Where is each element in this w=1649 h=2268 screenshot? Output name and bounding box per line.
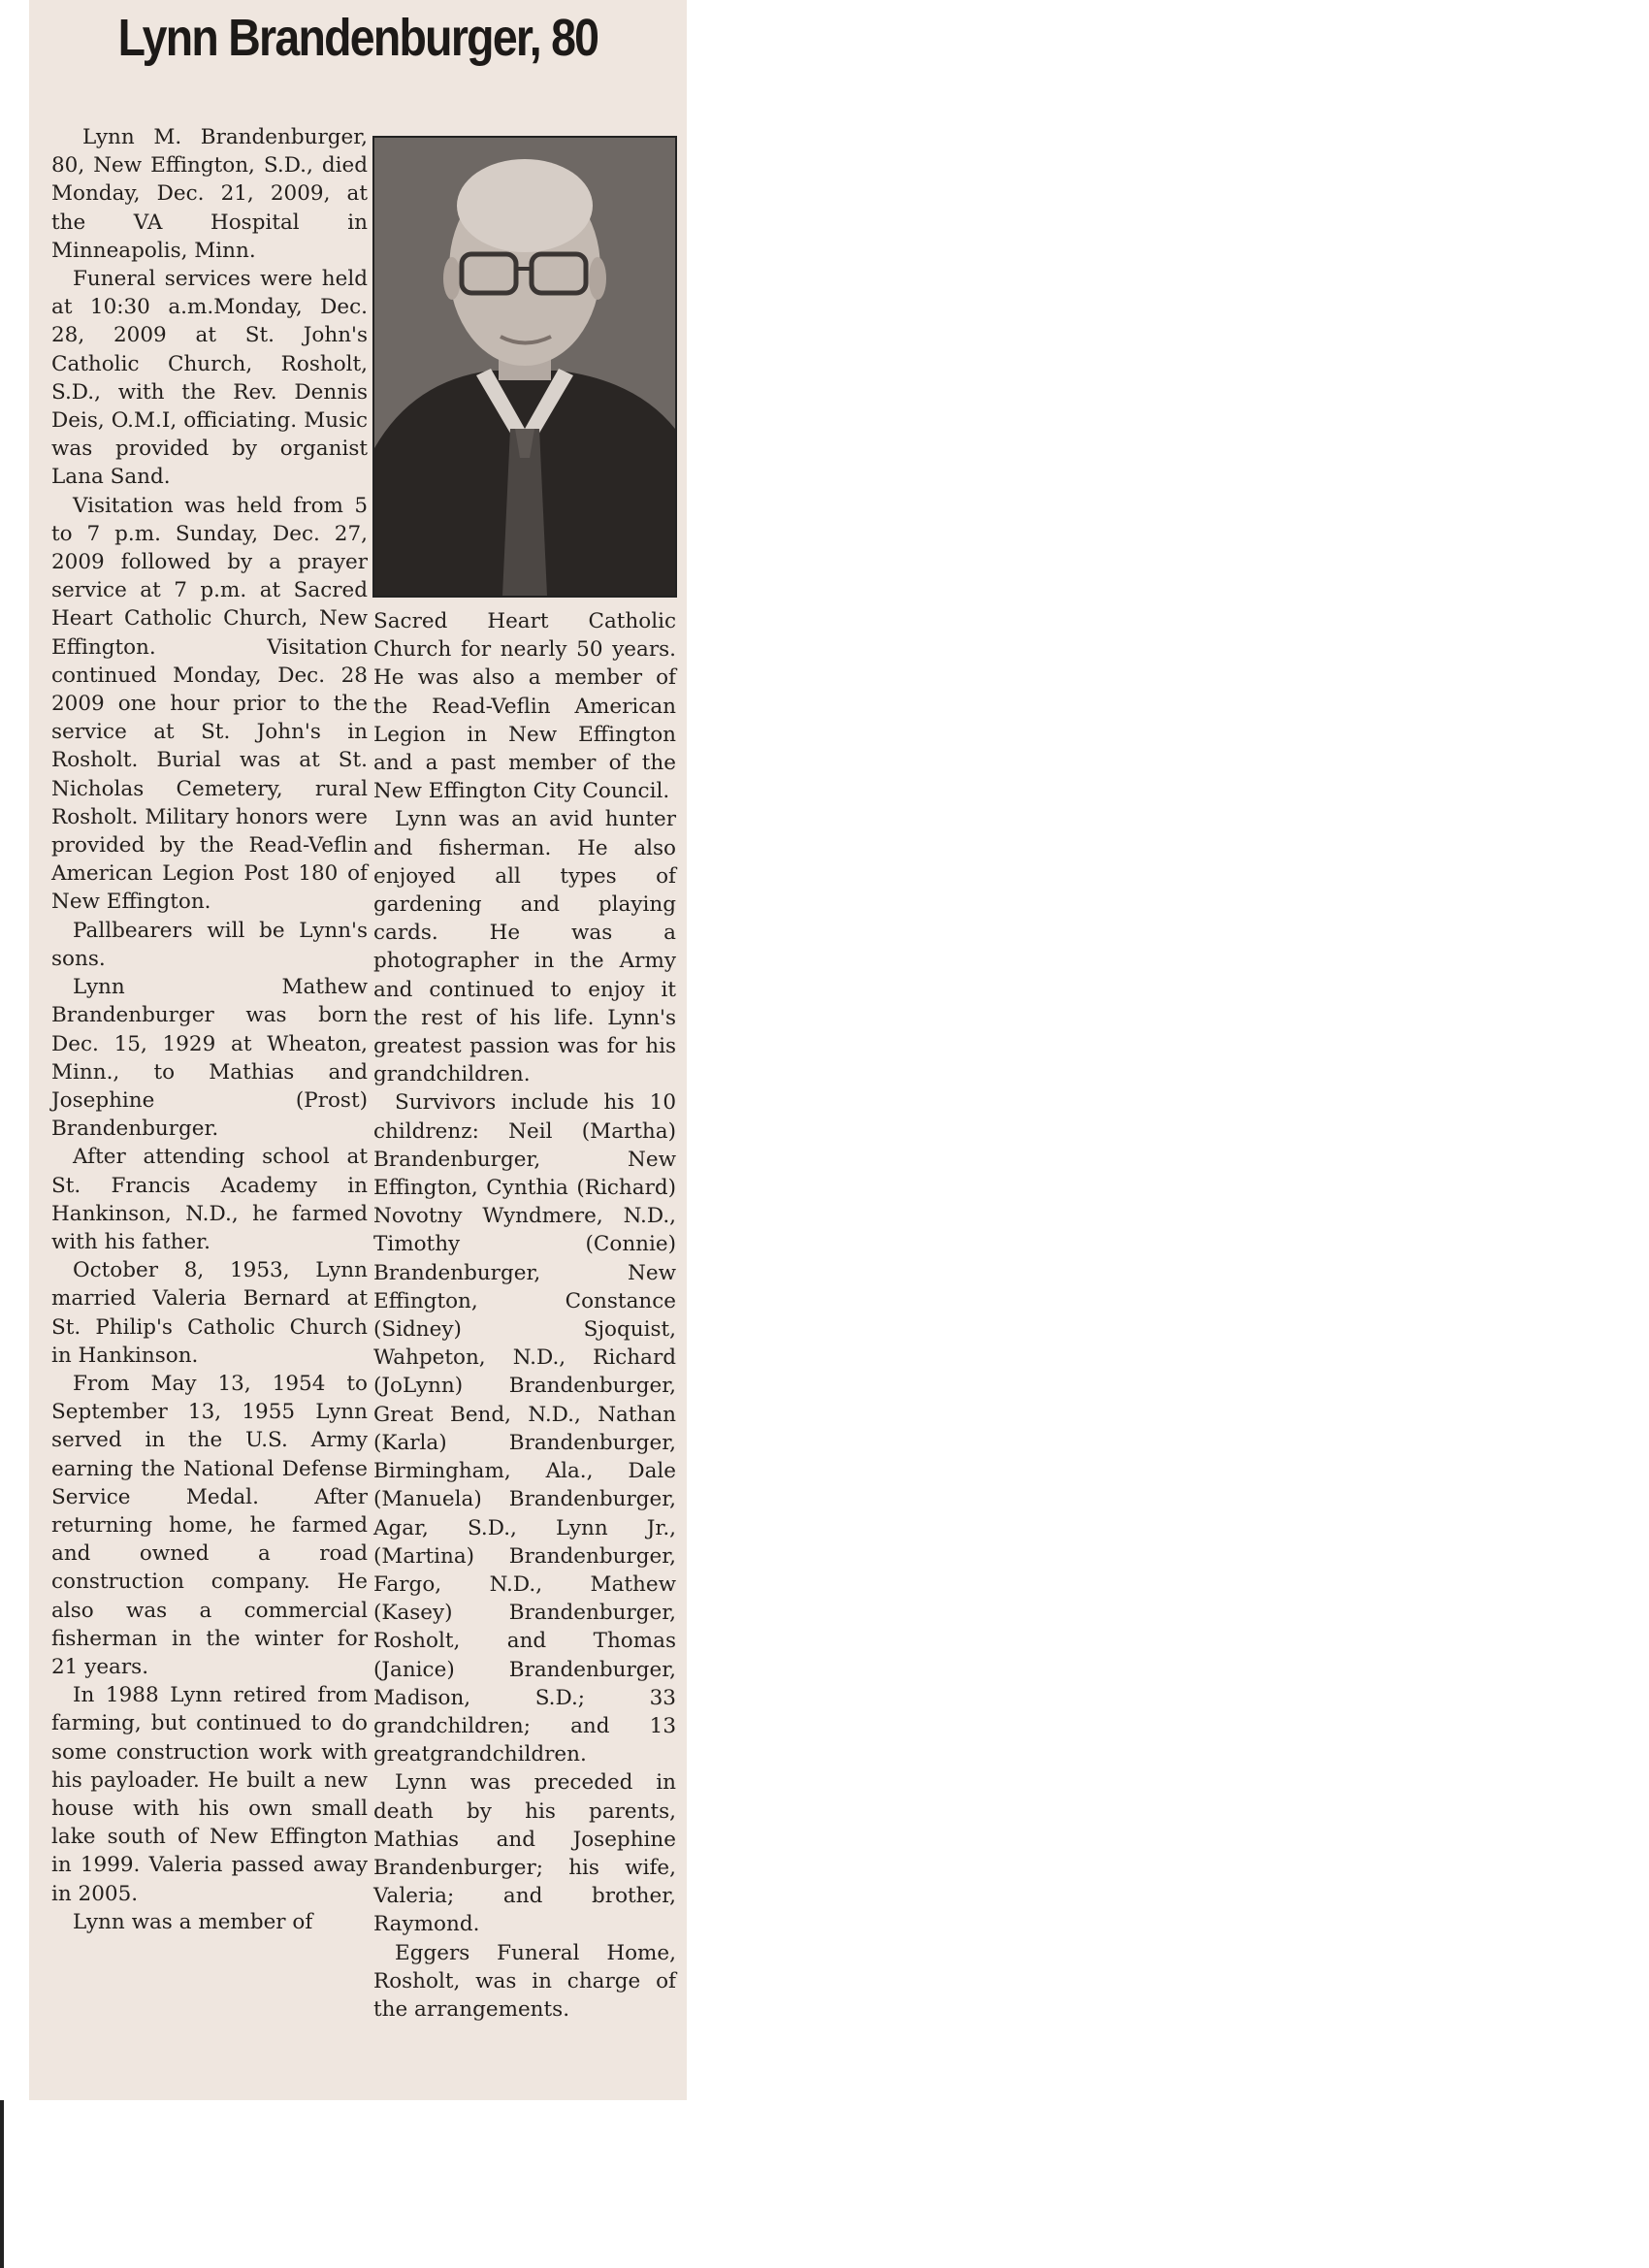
paragraph-hobbies: Lynn was an avid hunter and fisherman. He also enjoyed all types of gardening and playing cards. He was a photographer in the Army and continued to enjoy it the rest of his life. Lynn's greatest passion was for his grandchildren. [373, 807, 676, 1087]
paragraph-survivors: Survivors include his 10 childrenz: Neil (Martha) Brandenburger, New Effington, Cynthia (Richard) Novotny Wyndmere, N.D., Timothy (Connie) Brandenburger, New Effington, Constance (Sidney) Sjoquist, Wahpeton, N.D., Richard (JoLynn) Brandenburger, Great Bend, N.D., Nathan (Karla) Brandenburger, Birmingham, Ala., Dale (Manuela) Brandenburger, Agar, S.D., Lynn Jr., (Martina) Brandenburger, Fargo, N.D., Mathew (Kasey) Brandenburger, Rosholt, and Thomas (Janice) Brandenburger, Madison, S.D.; 33 grandchildren; and 13 greatgrandchildren. [373, 1090, 676, 1767]
portrait-photo-icon [372, 136, 677, 598]
paragraph-preceded: Lynn was preceded in death by his parents, Mathias and Josephine Brandenburger; his wife, Valeria; and brother, Raymond. [373, 1770, 676, 1937]
right-column [373, 607, 676, 2024]
paragraph-membership-start: Lynn was a member of [73, 1909, 313, 1934]
paragraph-birth: Lynn Mathew Brandenburger was born Dec. 15, 1929 at Wheaton, Minn., to Mathias and Josephine (Prost) Brandenburger. [51, 975, 368, 1142]
paragraph-military: From May 13, 1954 to September 13, 1955 Lynn served in the U.S. Army earning the National Defense Service Medal. After returning home, he farmed and owned a road construction company. He also was a commercial fisherman in the winter for 21 years. [51, 1371, 368, 1679]
obituary-headline: Lynn Brandenburger, 80 [117, 9, 598, 67]
paragraph-death-notice: Lynn M. Brandenburger, 80, New Effington, S.D., died Monday, Dec. 21, 2009, at the VA Hospital in Minneapolis, Minn. [51, 125, 368, 263]
scan-edge-divider [0, 2100, 4, 2268]
left-column [51, 123, 368, 1936]
paragraph-funeral: Funeral services were held at 10:30 a.m.Monday, Dec. 28, 2009 at St. John's Catholic Church, Rosholt, S.D., with the Rev. Dennis Deis, O.M.I, officiating. Music was provided by organist Lana Sand. [51, 267, 368, 490]
paragraph-retirement: In 1988 Lynn retired from farming, but continued to do some construction work with his payloader. He built a new house with his own small lake south of New Effington in 1999. Valeria passed away in 2005. [51, 1683, 368, 1906]
paragraph-funeral-home: Eggers Funeral Home, Rosholt, was in charge of the arrangements. [373, 1940, 676, 2022]
paragraph-marriage: October 8, 1953, Lynn married Valeria Bernard at St. Philip's Catholic Church in Hankinson. [51, 1258, 368, 1368]
paragraph-education: After attending school at St. Francis Academy in Hankinson, N.D., he farmed with his father. [51, 1145, 368, 1254]
newspaper-clipping [29, 0, 687, 2100]
paragraph-visitation: Visitation was held from 5 to 7 p.m. Sunday, Dec. 27, 2009 followed by a prayer service at 7 p.m. at Sacred Heart Catholic Church, New Effington. Visitation continued Monday, Dec. 28 2009 one hour prior to the service at St. John's in Rosholt. Burial was at St. Nicholas Cemetery, rural Rosholt. Military honors were provided by the Read-Veflin American Legion Post 180 of New Effington. [51, 493, 368, 915]
paragraph-membership: Sacred Heart Catholic Church for nearly 50 years. He was also a member of the Read-Veflin American Legion in New Effington and a past member of the New Effington City Council. [373, 609, 676, 804]
paragraph-pallbearers: Pallbearers will be Lynn's sons. [51, 918, 368, 971]
